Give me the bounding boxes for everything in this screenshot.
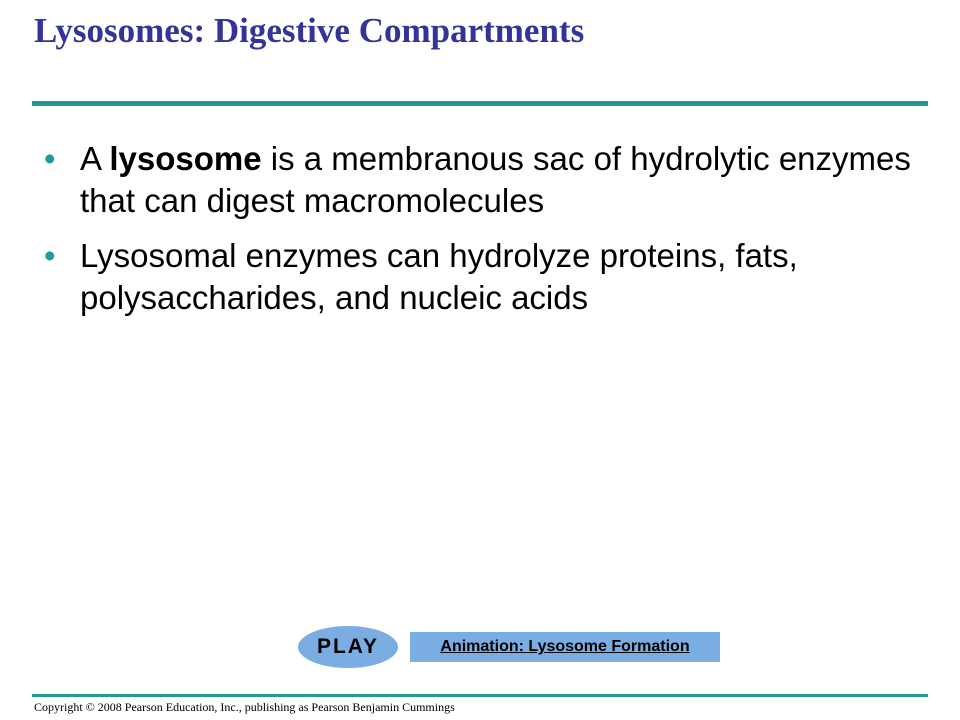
bullet-term-lysosome: lysosome	[109, 140, 262, 177]
bullet-item	[44, 235, 924, 319]
bullet-list	[44, 138, 924, 332]
footer-divider	[32, 694, 928, 697]
animation-link[interactable]	[410, 632, 720, 662]
bullet-text-rest: is a membranous sac of hydrolytic enzymes that can digest macromolecules	[80, 140, 911, 219]
bullet-marker: •	[44, 140, 56, 177]
copyright-notice: Copyright © 2008 Pearson Education, Inc., publishing as Pearson Benjamin Cummings	[34, 700, 455, 714]
bullet-marker: •	[44, 237, 56, 274]
bullet-text-lead: A	[80, 140, 110, 177]
play-button[interactable]: PLAY	[298, 626, 398, 668]
slide-title: Lysosomes: Digestive Compartments	[34, 11, 585, 50]
title-divider	[32, 101, 928, 106]
bullet-item	[44, 138, 924, 222]
bullet-text: Lysosomal enzymes can hydrolyze proteins, fats, polysaccharides, and nucleic acids	[80, 237, 798, 316]
animation-link-label: Animation: Lysosome Formation	[440, 638, 690, 655]
